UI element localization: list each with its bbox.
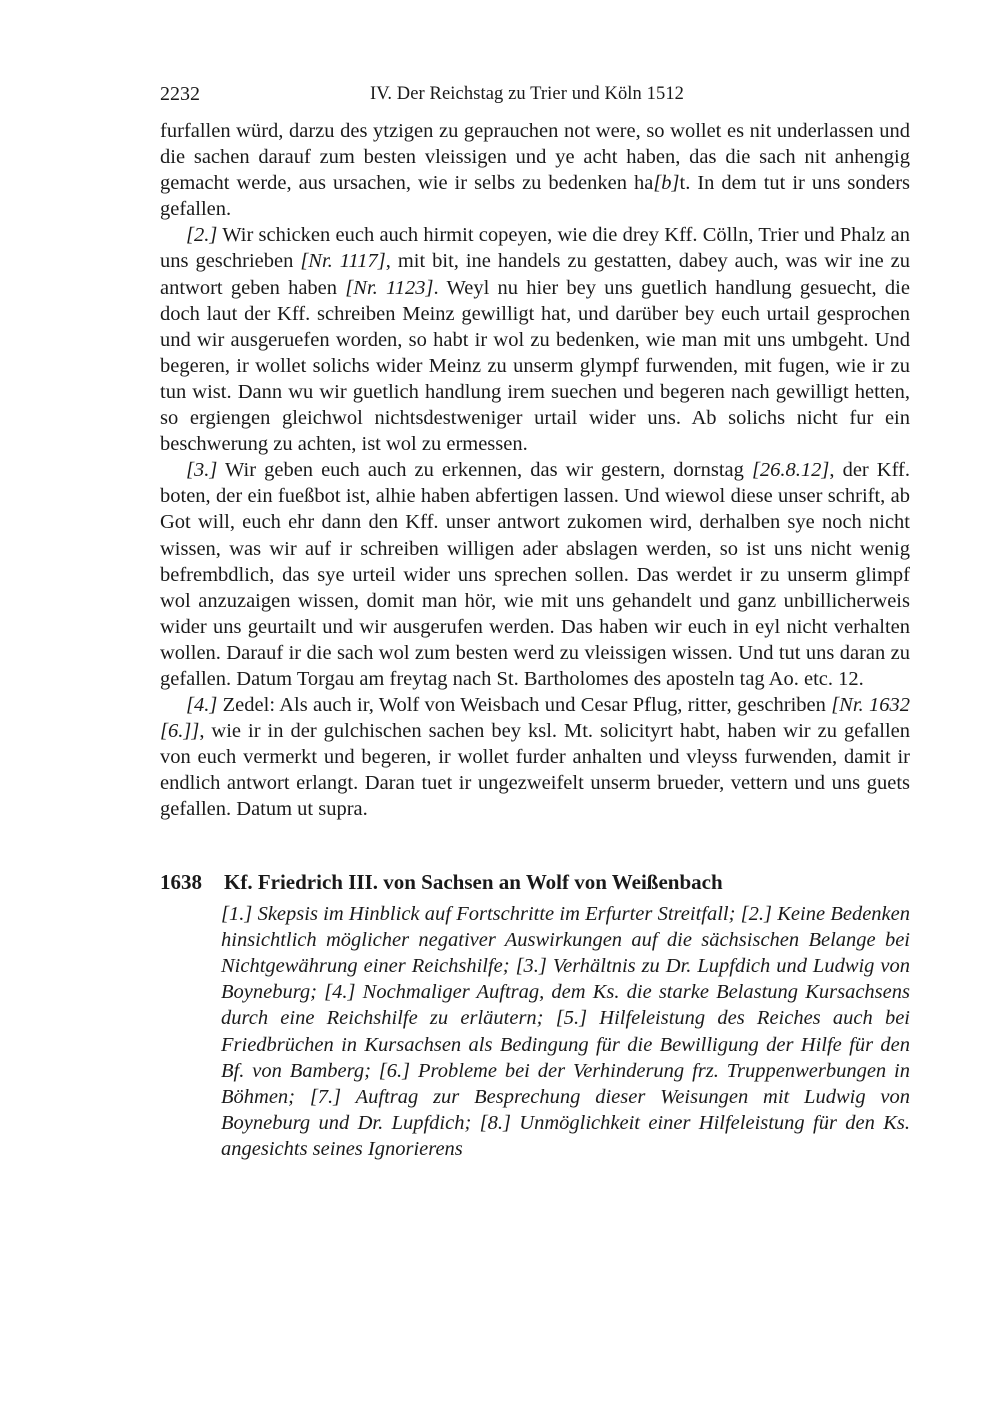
page-number: 2232 <box>160 83 200 105</box>
document-title: Kf. Friedrich III. von Sachsen an Wolf von Weißenbach <box>224 869 723 894</box>
text-segment: furfallen würd, darzu des ytzigen zu geprauchen not were, so wollet es nit underlassen und die sachen darauf zum besten vleissigen und ye acht haben, das die sach nit anhengig gemacht werde, aus ursachen, wie ir selbs zu bedenken ha <box>160 120 910 195</box>
cross-reference: [Nr. 1123] <box>345 276 434 299</box>
text-segment: . Weyl nu hier bey uns guetlich handlung gesuecht, die doch laut der Kff. schreiben Meinz gewilligt hat, und darüber bey euch urtail gesprochen und wir ausgeruefen worden, so habt ir wol zu bedenken, wie man mit uns umbgeht. Und begeren, ir wollet solichs wider Meinz zu unserm glympf furwenden, mit fugen, wie ir zu tun wist. Dann wu wir guetlich handlung irem suechen und begeren nach gewilligt hetten, so ergiengen gleichwol nichtsdestweniger urtail wider uns. Ab solichs nicht fur ein beschwerung zu achten, ist wol zu ermessen. <box>160 276 910 456</box>
text-segment: , der Kff. boten, der ein fueßbot ist, alhie haben abfertigen lassen. Und wiewol diese unser schrift, ab Got will, euch ehr dann den Kff. unser antwort zukomen wird, derhalben sye noch nicht wissen, was wir auf ir schreiben willigen ader abslagen werden, so ist uns nicht wenig befrembdlich, das sye urteil wider uns sprechen sollen. Das werdet ir zu unserm glimpf wol anzuzaigen wissen, domit man hör, wie mit uns gehandelt und ganz unbillicherweis wider uns geurtailt und wir ausgerufen werden. Das haben wir euch in eyl nicht verhalten wollen. Darauf ir die sach wol zum besten werd zu vleissigen wissen. Und tut uns daran zu gefallen. Datum Torgau am freytag nach St. Bartholomes des aposteln tag Ao. etc. 12. <box>160 459 910 690</box>
paragraph-marker: [2.] <box>186 224 218 247</box>
paragraph-marker: [4.] <box>186 694 218 717</box>
document-page <box>160 78 910 1163</box>
paragraph-marker: [3.] <box>186 459 218 482</box>
paragraph-3 <box>160 457 910 692</box>
text-segment: , wie ir in der gulchischen sachen bey ksl. Mt. solicityrt habt, haben wir zu gefallen von euch vermerkt und begeren, ir wollet furder anhalten und vleyss furwenden, damit ir endlich antwort erlangt. Daran tuet ir ungezweifelt unserm brueder, vettern und uns guets gefallen. Datum ut supra. <box>160 720 910 821</box>
letter-body <box>160 118 910 823</box>
document-regest: [1.] Skepsis im Hinblick auf Fortschritte im Erfurter Streitfall; [2.] Keine Bedenken hinsichtlich möglicher negativer Auswirkungen auf die sächsischen Belange bei Nichtgewährung einer Reichshilfe; [3.] Verhältnis zu Dr. Lupfdich und Ludwig von Boyneburg; [4.] Nochmaliger Auftrag, dem Ks. die starke Belastung Kursachsens durch eine Reichshilfe zu erläutern; [5.] Hilfeleistung des Reiches auch bei Friedbrüchen in Kursachsen als Bedingung für die Bewilligung der Hilfe für den Bf. von Bamberg; [6.] Probleme bei der Verhinderung frz. Truppenwerbungen in Böhmen; [7.] Auftrag zur Besprechung dieser Weisungen mit Ludwig von Boyneburg und Dr. Lupfdich; [8.] Unmöglichkeit einer Hilfeleistung für den Ks. angesichts seines Ignorierens <box>221 902 910 1161</box>
text-segment: Zedel: Als auch ir, Wolf von Weisbach und Cesar Pflug, ritter, geschriben <box>217 694 832 717</box>
paragraph-1 <box>160 118 910 222</box>
cross-reference: [Nr. 1632 [6.]] <box>160 694 910 743</box>
document-heading <box>160 867 910 897</box>
date-annotation: [26.8.12] <box>751 459 830 482</box>
text-segment: t. In dem tut ir uns sonders gefallen. <box>160 172 910 221</box>
text-segment: Wir geben euch auch zu erkennen, das wir gestern, dornstag <box>217 459 752 482</box>
editorial-note: [b] <box>653 172 680 195</box>
document-number: 1638 <box>160 869 202 894</box>
running-header <box>160 78 910 110</box>
cross-reference: [Nr. 1117] <box>300 250 386 273</box>
text-segment: Wir schicken euch auch hirmit copeyen, wie die drey Kff. Cölln, Trier und Phalz an uns geschrieben <box>160 224 910 273</box>
running-title: IV. Der Reichstag zu Trier und Köln 1512 <box>370 84 685 104</box>
paragraph-4 <box>160 692 910 822</box>
paragraph-2 <box>160 222 910 457</box>
text-segment: , mit bit, ine handels zu gestatten, dabey auch, was wir ine zu antwort geben haben <box>160 250 910 299</box>
